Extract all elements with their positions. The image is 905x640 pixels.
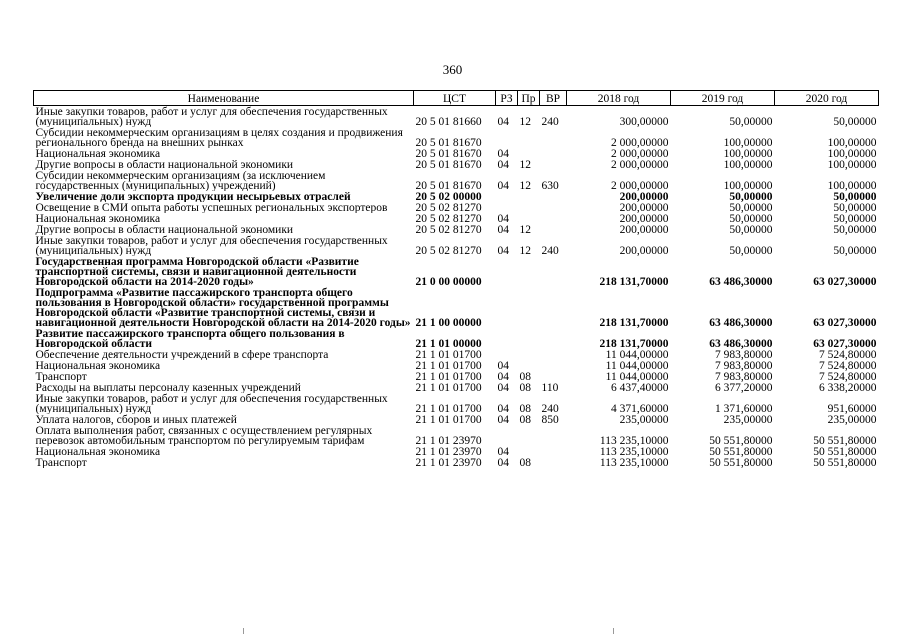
cell-vr: [540, 457, 567, 468]
cell-2018: 2 000,00000: [611, 159, 669, 170]
cell-cst: 21 1 01 01700: [415, 371, 482, 382]
scan-mark: [243, 628, 244, 634]
table-row: [34, 127, 879, 148]
table-row: [34, 414, 879, 425]
cell-rz: 04: [497, 360, 509, 371]
cell-2018: 218 131,70000: [599, 317, 669, 328]
cell-2018: 300,00000: [619, 116, 669, 127]
cell-cst: 21 1 01 23970: [415, 457, 482, 468]
cell-2020: 50 551,80000: [813, 446, 877, 457]
cell-2018: 218 131,70000: [599, 276, 669, 287]
cell-2018: 200,00000: [619, 224, 669, 235]
cell-2019: 7 983,80000: [715, 360, 773, 371]
cell-2018: 2 000,00000: [611, 180, 669, 191]
cell-2019: 50 551,80000: [709, 457, 773, 468]
table-row: [34, 382, 879, 393]
cell-vr: [540, 202, 567, 213]
cell-rz: [496, 425, 518, 446]
cell-2018: 113 235,10000: [599, 457, 669, 468]
cell-rz: [496, 287, 518, 328]
cell-cst: 20 5 02 81270: [415, 245, 482, 256]
table-row: [34, 148, 879, 159]
cell-pr: [518, 446, 540, 457]
cell-vr: [540, 191, 567, 202]
cell-pr: [518, 328, 540, 349]
table-row: [34, 106, 879, 128]
cell-vr: [540, 287, 567, 328]
cell-name: Субсидии некоммерческим организациям в целях создания и продвижения регионального бренда на внешних рынках: [35, 127, 403, 148]
cell-2020: 6 338,20000: [819, 382, 877, 393]
cell-rz: 04: [497, 446, 509, 457]
cell-cst: 20 5 01 81670: [415, 159, 482, 170]
cell-cst: 21 1 00 00000: [415, 317, 482, 328]
cell-cst: 20 5 02 00000: [415, 191, 482, 202]
cell-2018: 4 371,60000: [611, 403, 669, 414]
page-number: 360: [442, 62, 463, 77]
cell-name: Развитие пассажирского транспорта общего пользования в Новгородской области: [35, 328, 345, 349]
cell-cst: 20 5 01 81670: [415, 148, 482, 159]
cell-name: Иные закупки товаров, работ и услуг для обеспечения государственных (муниципальных) нужд: [35, 393, 388, 414]
cell-pr: 12: [519, 159, 531, 170]
cell-2020: 100,00000: [827, 137, 877, 148]
cell-2018: 113 235,10000: [599, 435, 669, 446]
cell-2020: 7 524,80000: [819, 371, 877, 382]
cell-pr: [518, 191, 540, 202]
cell-pr: [518, 127, 540, 148]
cell-vr: [540, 360, 567, 371]
cell-2020: 7 524,80000: [819, 349, 877, 360]
cell-name: Национальная экономика: [35, 360, 161, 371]
cell-name: Транспорт: [35, 457, 87, 468]
cell-rz: [496, 191, 518, 202]
cell-rz: 04: [497, 414, 509, 425]
cell-rz: [496, 349, 518, 360]
cell-rz: 04: [497, 213, 509, 224]
header-cst: ЦСТ: [414, 91, 496, 106]
cell-rz: 04: [497, 371, 509, 382]
cell-2019: 63 486,30000: [709, 317, 773, 328]
cell-pr: 08: [519, 457, 531, 468]
cell-cst: 21 1 01 01700: [415, 382, 482, 393]
cell-rz: 04: [497, 224, 509, 235]
cell-cst: 21 0 00 00000: [415, 276, 482, 287]
cell-pr: [518, 425, 540, 446]
cell-pr: [518, 148, 540, 159]
cell-2018: 235,00000: [619, 414, 669, 425]
cell-vr: [540, 425, 567, 446]
cell-pr: 08: [519, 382, 531, 393]
cell-vr: 110: [541, 382, 559, 393]
cell-cst: 21 1 01 23970: [415, 435, 482, 446]
cell-vr: [540, 127, 567, 148]
table-row: [34, 235, 879, 256]
cell-2018: 218 131,70000: [599, 338, 669, 349]
cell-vr: 630: [541, 180, 559, 191]
cell-2019: 50 551,80000: [709, 446, 773, 457]
cell-2020: 50,00000: [833, 202, 877, 213]
cell-name: Увеличение доли экспорта продукции несырьевых отраслей: [35, 191, 351, 202]
cell-2018: 200,00000: [619, 245, 669, 256]
table-row: [34, 256, 879, 287]
header-name: Наименование: [34, 91, 414, 106]
cell-cst: 20 5 01 81660: [415, 116, 482, 127]
cell-cst: 21 1 01 01700: [415, 360, 482, 371]
cell-2020: 50 551,80000: [813, 435, 877, 446]
table-row: [34, 425, 879, 446]
cell-cst: 21 1 01 00000: [415, 338, 482, 349]
cell-vr: 850: [541, 414, 559, 425]
cell-pr: 08: [519, 371, 531, 382]
cell-2018: 6 437,40000: [611, 382, 669, 393]
cell-2020: 63 027,30000: [813, 276, 877, 287]
cell-name: Оплата выполнения работ, связанных с осуществлением регулярных перевозок автомобильным транспортом по регулируемым тарифам: [35, 425, 373, 446]
table-row: [34, 159, 879, 170]
cell-pr: 12: [519, 180, 531, 191]
cell-2019: 50 551,80000: [709, 435, 773, 446]
cell-rz: 04: [497, 159, 509, 170]
table-header-row: [34, 91, 879, 106]
cell-rz: [496, 328, 518, 349]
table-row: [34, 202, 879, 213]
cell-name: Другие вопросы в области национальной экономики: [35, 159, 294, 170]
cell-2020: 63 027,30000: [813, 317, 877, 328]
table-row: [34, 349, 879, 360]
cell-pr: [518, 213, 540, 224]
header-pr: Пр: [518, 91, 540, 106]
cell-2020: 7 524,80000: [819, 360, 877, 371]
cell-2018: 2 000,00000: [611, 148, 669, 159]
cell-cst: 21 1 01 23970: [415, 446, 482, 457]
cell-2018: 200,00000: [619, 202, 669, 213]
cell-2018: 11 044,00000: [605, 360, 669, 371]
cell-vr: [540, 148, 567, 159]
cell-name: Освещение в СМИ опыта работы успешных региональных экспортеров: [35, 202, 388, 213]
cell-pr: [518, 349, 540, 360]
header-rz: РЗ: [496, 91, 518, 106]
cell-vr: [540, 371, 567, 382]
cell-cst: 21 1 01 01700: [415, 414, 482, 425]
table-row: [34, 446, 879, 457]
cell-vr: [540, 224, 567, 235]
table-row: [34, 371, 879, 382]
cell-2020: 50,00000: [833, 116, 877, 127]
cell-2019: 100,00000: [723, 137, 773, 148]
cell-2019: 100,00000: [723, 148, 773, 159]
cell-name: Национальная экономика: [35, 213, 161, 224]
cell-2019: 50,00000: [729, 191, 773, 202]
cell-2019: 63 486,30000: [709, 276, 773, 287]
cell-2018: 200,00000: [619, 213, 669, 224]
cell-cst: 20 5 01 81670: [415, 137, 482, 148]
table-body: [34, 106, 879, 469]
cell-rz: [496, 202, 518, 213]
cell-2018: 200,00000: [619, 191, 669, 202]
cell-2020: 50 551,80000: [813, 457, 877, 468]
cell-cst: 21 1 01 01700: [415, 349, 482, 360]
cell-vr: [540, 256, 567, 287]
cell-rz: 04: [497, 457, 509, 468]
cell-vr: [540, 328, 567, 349]
cell-pr: 08: [519, 403, 531, 414]
cell-2019: 50,00000: [729, 202, 773, 213]
cell-2019: 100,00000: [723, 180, 773, 191]
cell-name: Иные закупки товаров, работ и услуг для обеспечения государственных (муниципальных) нужд: [35, 235, 388, 256]
cell-2019: 50,00000: [729, 116, 773, 127]
cell-2018: 11 044,00000: [605, 371, 669, 382]
cell-2020: 100,00000: [827, 159, 877, 170]
cell-name: Другие вопросы в области национальной экономики: [35, 224, 294, 235]
cell-2019: 50,00000: [729, 245, 773, 256]
cell-cst: 20 5 02 81270: [415, 213, 482, 224]
cell-2019: 50,00000: [729, 213, 773, 224]
cell-name: Уплата налогов, сборов и иных платежей: [35, 414, 237, 425]
cell-2019: 63 486,30000: [709, 338, 773, 349]
budget-table: [33, 90, 879, 468]
cell-vr: 240: [541, 403, 559, 414]
cell-pr: 12: [519, 245, 531, 256]
table-row: [34, 457, 879, 468]
cell-cst: 20 5 02 81270: [415, 202, 482, 213]
cell-name: Транспорт: [35, 371, 87, 382]
cell-pr: [518, 287, 540, 328]
cell-rz: 04: [497, 180, 509, 191]
table-row: [34, 393, 879, 414]
cell-name: Обеспечение деятельности учреждений в сфере транспорта: [35, 349, 329, 360]
table-row: [34, 360, 879, 371]
cell-rz: 04: [497, 382, 509, 393]
cell-2019: 235,00000: [723, 414, 773, 425]
cell-2019: 7 983,80000: [715, 349, 773, 360]
cell-rz: 04: [497, 148, 509, 159]
cell-2020: 50,00000: [833, 245, 877, 256]
cell-2018: 2 000,00000: [611, 137, 669, 148]
cell-cst: 21 1 01 01700: [415, 403, 482, 414]
cell-2019: 100,00000: [723, 159, 773, 170]
cell-rz: [496, 127, 518, 148]
cell-cst: 20 5 01 81670: [415, 180, 482, 191]
cell-rz: 04: [497, 245, 509, 256]
table-row: [34, 328, 879, 349]
cell-vr: 240: [541, 116, 559, 127]
header-2018: 2018 год: [567, 91, 671, 106]
cell-2020: 50,00000: [833, 224, 877, 235]
cell-name: Национальная экономика: [35, 148, 161, 159]
cell-rz: 04: [497, 116, 509, 127]
header-2020: 2020 год: [775, 91, 879, 106]
cell-rz: 04: [497, 403, 509, 414]
cell-cst: 20 5 02 81270: [415, 224, 482, 235]
cell-vr: [540, 159, 567, 170]
cell-name: Подпрограмма «Развитие пассажирского транспорта общего пользования в Новгородской области» государственной программы Новгородской области «Развитие транспортной системы, связи и навигационной деятельности Новгородской области на 2014-2020 годы»: [35, 287, 411, 328]
table-row: [34, 287, 879, 328]
cell-name: Субсидии некоммерческим организациям (за исключением государственных (муниципальных) учреждений): [35, 170, 326, 191]
cell-vr: [540, 213, 567, 224]
cell-2019: 7 983,80000: [715, 371, 773, 382]
cell-2019: 1 371,60000: [715, 403, 773, 414]
cell-pr: [518, 360, 540, 371]
cell-2019: 6 377,20000: [715, 382, 773, 393]
cell-vr: 240: [541, 245, 559, 256]
cell-2020: 235,00000: [827, 414, 877, 425]
cell-2020: 100,00000: [827, 180, 877, 191]
header-vr: ВР: [540, 91, 567, 106]
cell-rz: [496, 256, 518, 287]
header-2019: 2019 год: [671, 91, 775, 106]
cell-2020: 50,00000: [833, 213, 877, 224]
cell-pr: [518, 256, 540, 287]
cell-pr: 08: [519, 414, 531, 425]
cell-2020: 50,00000: [833, 191, 877, 202]
cell-pr: [518, 202, 540, 213]
table-row: [34, 170, 879, 191]
cell-vr: [540, 349, 567, 360]
cell-vr: [540, 446, 567, 457]
table-row: [34, 213, 879, 224]
cell-2019: 50,00000: [729, 224, 773, 235]
cell-2018: 11 044,00000: [605, 349, 669, 360]
cell-pr: 12: [519, 116, 531, 127]
cell-2018: 113 235,10000: [599, 446, 669, 457]
cell-2020: 951,60000: [827, 403, 877, 414]
table-row: [34, 224, 879, 235]
table-row: [34, 191, 879, 202]
cell-name: Расходы на выплаты персоналу казенных учреждений: [35, 382, 301, 393]
cell-pr: 12: [519, 224, 531, 235]
cell-2020: 63 027,30000: [813, 338, 877, 349]
cell-2020: 100,00000: [827, 148, 877, 159]
scan-mark: [613, 628, 614, 634]
cell-name: Иные закупки товаров, работ и услуг для обеспечения государственных (муниципальных) нужд: [35, 106, 388, 127]
cell-name: Государственная программа Новгородской области «Развитие транспортной системы, связи и навигационной деятельности Новгородской области на 2014-2020 годы»: [35, 256, 359, 287]
cell-name: Национальная экономика: [35, 446, 161, 457]
